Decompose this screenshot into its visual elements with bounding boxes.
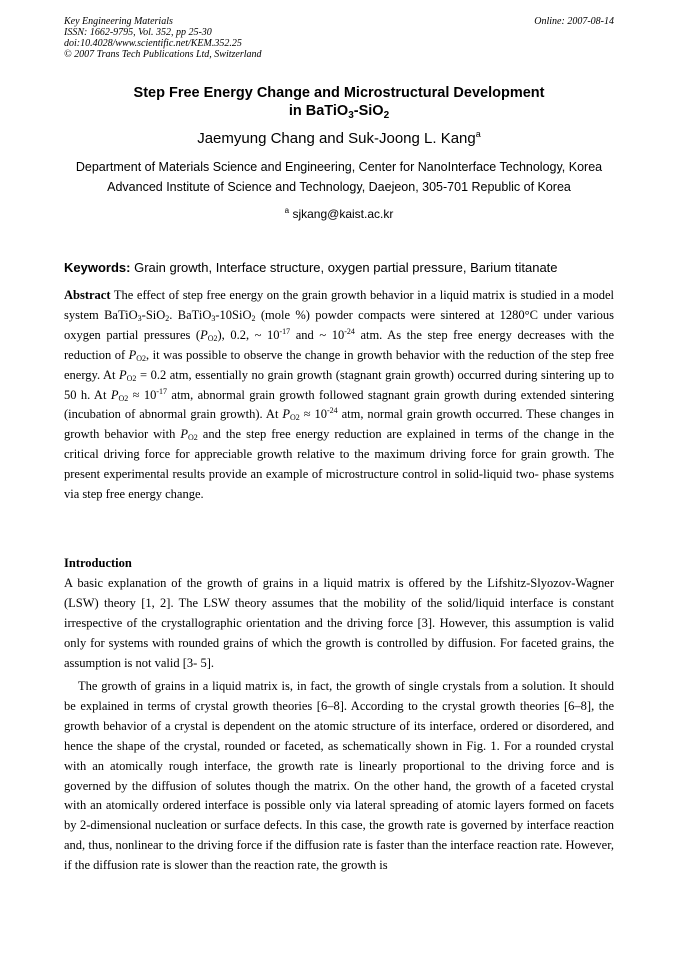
keywords-text: Grain growth, Interface structure, oxygen partial pressure, Barium titanate [134, 260, 558, 275]
introduction-heading: Introduction [64, 556, 132, 570]
introduction-paragraph-2: The growth of grains in a liquid matrix is, in fact, the growth of single crystals from a solution. It should be explained in terms of crystal growth theories [6–8]. According to the crystal growth theories [6–8], the growth behavior of a crystal is dependent on the atomic structure of its interface, ordered or disordered, and hence the shape of the crystal, rounded or faceted, as schematically shown in Fig. 1. For a rounded crystal with an atomically rough interface, the growth rate is linearly proportional to the driving force and is governed by the diffusion of solutes though the matrix. On the other hand, the growth of a faceted crystal with an atomically ordered interface is possible only via lateral spreading of atomic layers formed on facets by 2-dimensional nucleation or surface defects. In this case, the growth rate is governed by interface reaction and, thus, nonlinear to the driving force if the diffusion rate is faster than the interface reaction rate. However, if the diffusion rate is slower than the reaction rate, the growth is [64, 679, 614, 873]
journal-name: Key Engineering Materials [64, 16, 173, 27]
abstract-label: Abstract [64, 288, 111, 302]
keywords [64, 259, 624, 276]
paper-title [0, 84, 678, 120]
affiliation-line-2: Advanced Institute of Science and Technology, Daejeon, 305-701 Republic of Korea [107, 180, 571, 194]
affiliation [0, 157, 678, 197]
email-address: sjkang@kaist.ac.kr [292, 207, 394, 221]
author-list: Jaemyung Chang and Suk-Joong L. Kang$^a$ [197, 129, 481, 147]
abstract-paragraph: Abstract The effect of step free energy on the grain growth behavior in a liquid matrix is studied in a model system BaTiO$_3$-SiO$_2$. BaTiO$_3$-10SiO$_2$ (mole %) powder compacts were sintered at 1280°C under various oxygen partial pressures $(P_{O2})$, 0.2, ~ $10^{-17}$ and ~ $10^{-24}$ atm. As the step free energy decreases with the reduction of $P_{O2}$, it was possible to observe the change in growth behavior with the reduction of the step free energy. At $P_{O2} = 0.2$ atm, essentially no grain growth (stagnant grain growth) occurred during sintering up to 50 h. At $P_{O2} \approx 10^{-17}$ atm, abnormal grain growth followed stagnant grain growth during extended sintering (incubation of abnormal grain growth). At $P_{O2} \approx 10^{-24}$ atm, normal grain growth occurred. These changes in growth behavior with $P_{O2}$ and the step free energy reduction are explained in terms of the change in the critical driving force for appreciable growth relative to the maximum driving force for grain growth. The present experimental results provide an example of microstructure control in solid-liquid two- phase systems via step free energy change. [64, 288, 615, 502]
keywords-label: Keywords: [64, 260, 131, 275]
doi-line: doi:10.4028/www.scientific.net/KEM.352.25 [64, 38, 242, 49]
introduction-paragraph-1: A basic explanation of the growth of grains in a liquid matrix is offered by the Lifshitz-Slyozov-Wagner (LSW) theory [1, 2]. The LSW theory assumes that the mobility of the solid/liquid interface is constant irrespective of the crystallographic orientation and the driving force [3]. However, this assumption is valid only for systems with rounded grains of which the growth is controlled by diffusion. For faceted grains, the assumption is not valid [3- 5]. [64, 576, 614, 670]
corresponding-email [0, 206, 678, 222]
title-line-1: Step Free Energy Change and Microstructural Development [133, 85, 545, 101]
title-line-2: in BaTiO$_3$-SiO$_2$ [288, 103, 390, 121]
copyright-line: © 2007 Trans Tech Publications Ltd, Switzerland [64, 49, 262, 60]
online-date: Online: 2007-08-14 [534, 16, 614, 27]
email-mark: a [284, 206, 290, 215]
issn-line: ISSN: 1662-9795, Vol. 352, pp 25-30 [64, 27, 212, 38]
affiliation-line-1: Department of Materials Science and Engineering, Center for NanoInterface Technology, Korea [75, 160, 603, 174]
author-affiliation-mark: a [475, 129, 481, 139]
journal-metadata [64, 16, 262, 60]
